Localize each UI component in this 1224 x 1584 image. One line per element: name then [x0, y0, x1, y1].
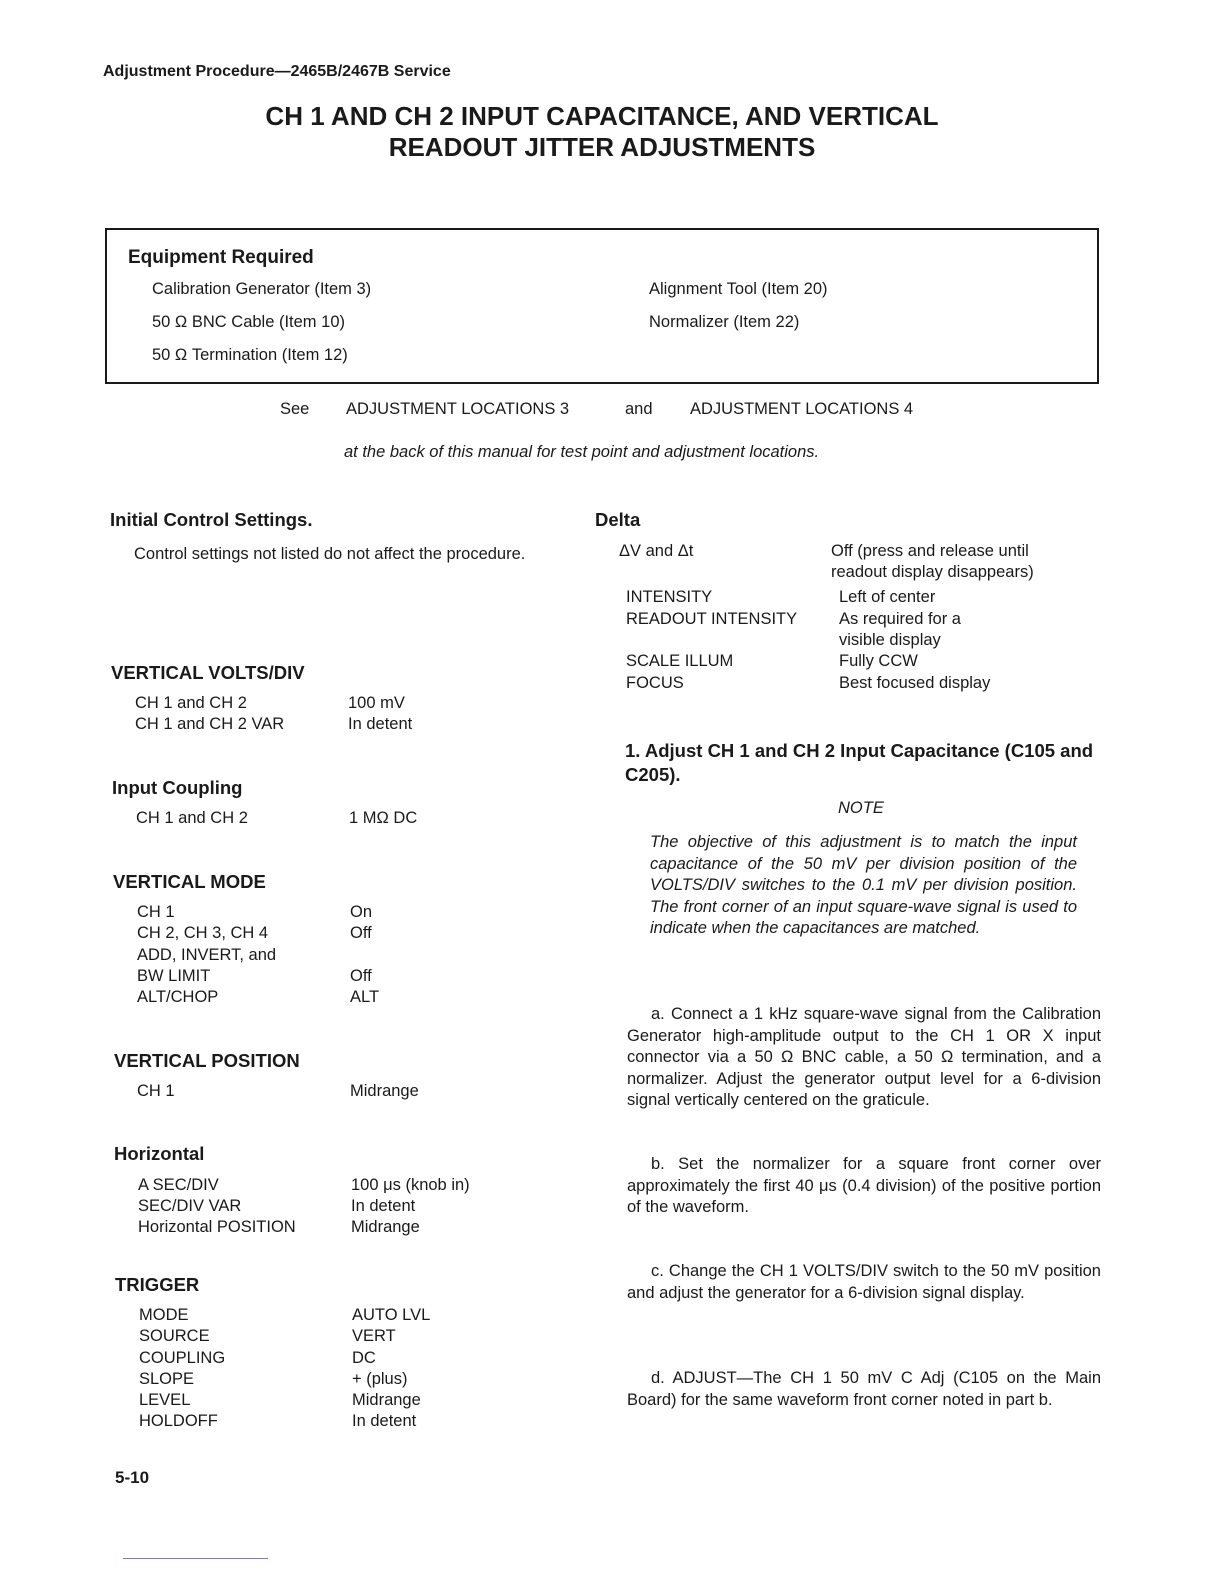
equipment-item: Alignment Tool (Item 20) [649, 280, 828, 298]
setting-label: COUPLING [139, 1349, 226, 1367]
initial-settings-note: Control settings not listed do not affect the procedure. [134, 545, 526, 563]
step-1a-text: a. Connect a 1 kHz square-wave signal from the Calibration Generator high-amplitude output to the CH 1 OR X input connector via a 50 Ω BNC cable, a 50 Ω termination, and a normalizer. Adjust the generator output level for a 6-division signal vertically centered on the graticule. [627, 1005, 1101, 1109]
setting-label: SLOPE [139, 1370, 195, 1388]
vertical-volts-heading: VERTICAL VOLTS/DIV [111, 662, 305, 683]
locations-note: at the back of this manual for test point and adjustment locations. [344, 443, 820, 461]
setting-label: ADD, INVERT, and [137, 946, 277, 964]
equipment-box [105, 228, 1099, 384]
setting-value: 1 MΩ DC [349, 809, 418, 827]
step-1-title: 1. Adjust CH 1 and CH 2 Input Capacitance (C105 and C205). [625, 740, 1094, 785]
setting-label: CH 1 and CH 2 VAR [135, 715, 285, 733]
setting-value: visible display [839, 631, 941, 649]
setting-value: Off (press and release until [831, 542, 1029, 560]
initial-settings-heading: Initial Control Settings. [110, 509, 313, 530]
setting-value: Fully CCW [839, 652, 918, 670]
step-1c-text: c. Change the CH 1 VOLTS/DIV switch to the 50 mV position and adjust the generator for a 6-division signal display. [627, 1262, 1101, 1302]
setting-value: Midrange [350, 1082, 419, 1100]
equipment-heading: Equipment Required [128, 247, 314, 268]
step-1b-text: b. Set the normalizer for a square front corner over approximately the first 40 μs (0.4 division) of the positive portion of the waveform. [627, 1155, 1101, 1216]
setting-label: HOLDOFF [139, 1412, 218, 1430]
setting-value: 100 mV [348, 694, 405, 712]
page-title [0, 101, 1204, 163]
setting-label: ALT/CHOP [137, 988, 219, 1006]
setting-label: Horizontal POSITION [138, 1218, 296, 1236]
setting-value: In detent [348, 715, 413, 733]
setting-value: 100 μs (knob in) [351, 1176, 470, 1194]
setting-value: ALT [350, 988, 380, 1006]
step-1a [627, 1004, 1101, 1112]
step-1d-text: d. ADJUST—The CH 1 50 mV C Adj (C105 on the Main Board) for the same waveform front corner noted in part b. [627, 1369, 1101, 1409]
setting-label: SEC/DIV VAR [138, 1197, 242, 1215]
delta-heading: Delta [595, 509, 641, 530]
adjustment-locations-4-ref: ADJUSTMENT LOCATIONS 4 [690, 400, 914, 418]
vertical-mode-heading: VERTICAL MODE [113, 871, 266, 892]
setting-value: In detent [351, 1197, 416, 1215]
setting-label: BW LIMIT [137, 967, 211, 985]
and-label: and [625, 400, 653, 418]
setting-value: + (plus) [352, 1370, 408, 1388]
setting-label: CH 2, CH 3, CH 4 [137, 924, 269, 942]
note-heading: NOTE [838, 799, 884, 817]
setting-value: Off [350, 967, 372, 985]
setting-value: In detent [352, 1412, 417, 1430]
step-1d [627, 1368, 1101, 1411]
setting-value: Midrange [351, 1218, 420, 1236]
setting-value: AUTO LVL [352, 1306, 431, 1324]
equipment-item: 50 Ω BNC Cable (Item 10) [152, 313, 345, 331]
title-line-2: READOUT JITTER ADJUSTMENTS [388, 132, 816, 162]
setting-label: SCALE ILLUM [626, 652, 734, 670]
horizontal-heading: Horizontal [114, 1143, 205, 1164]
setting-label: CH 1 and CH 2 [135, 694, 247, 712]
running-header: Adjustment Procedure—2465B/2467B Service [103, 63, 451, 80]
adjustment-locations-3-ref: ADJUSTMENT LOCATIONS 3 [346, 400, 570, 418]
equipment-item: Normalizer (Item 22) [649, 313, 800, 331]
equipment-item: 50 Ω Termination (Item 12) [152, 346, 348, 364]
step-1b [627, 1154, 1101, 1219]
page-number: 5-10 [115, 1468, 150, 1487]
setting-value: Midrange [352, 1391, 421, 1409]
title-line-1: CH 1 AND CH 2 INPUT CAPACITANCE, AND VERTICAL [265, 101, 939, 131]
setting-value: Best focused display [839, 674, 991, 692]
setting-value: Left of center [839, 588, 936, 606]
setting-value: VERT [352, 1327, 396, 1345]
see-label: See [280, 400, 310, 418]
setting-label: READOUT INTENSITY [626, 610, 798, 628]
setting-value: On [350, 903, 373, 921]
setting-label: MODE [139, 1306, 189, 1324]
setting-value: As required for a [839, 610, 961, 628]
setting-label: CH 1 [137, 903, 175, 921]
trigger-heading: TRIGGER [115, 1274, 200, 1295]
setting-label: FOCUS [626, 674, 684, 692]
setting-value: readout display disappears) [831, 563, 1034, 581]
setting-label: CH 1 and CH 2 [136, 809, 248, 827]
setting-label: A SEC/DIV [138, 1176, 219, 1194]
setting-label: SOURCE [139, 1327, 210, 1345]
step-1c [627, 1261, 1101, 1304]
equipment-item: Calibration Generator (Item 3) [152, 280, 372, 298]
setting-label: ΔV and Δt [619, 542, 694, 560]
setting-label: CH 1 [137, 1082, 175, 1100]
setting-label: INTENSITY [626, 588, 713, 606]
vertical-position-heading: VERTICAL POSITION [114, 1050, 300, 1071]
setting-value: DC [352, 1349, 376, 1367]
input-coupling-heading: Input Coupling [112, 777, 243, 798]
footer-rule [123, 1558, 268, 1559]
note-body: The objective of this adjustment is to match the input capacitance of the 50 mV per division position of the VOLTS/DIV switches to the 0.1 mV per division position. The front corner of an input square-wave signal is used to indicate when the capacitances are matched. [650, 833, 1077, 937]
setting-value: Off [350, 924, 372, 942]
setting-label: LEVEL [139, 1391, 191, 1409]
